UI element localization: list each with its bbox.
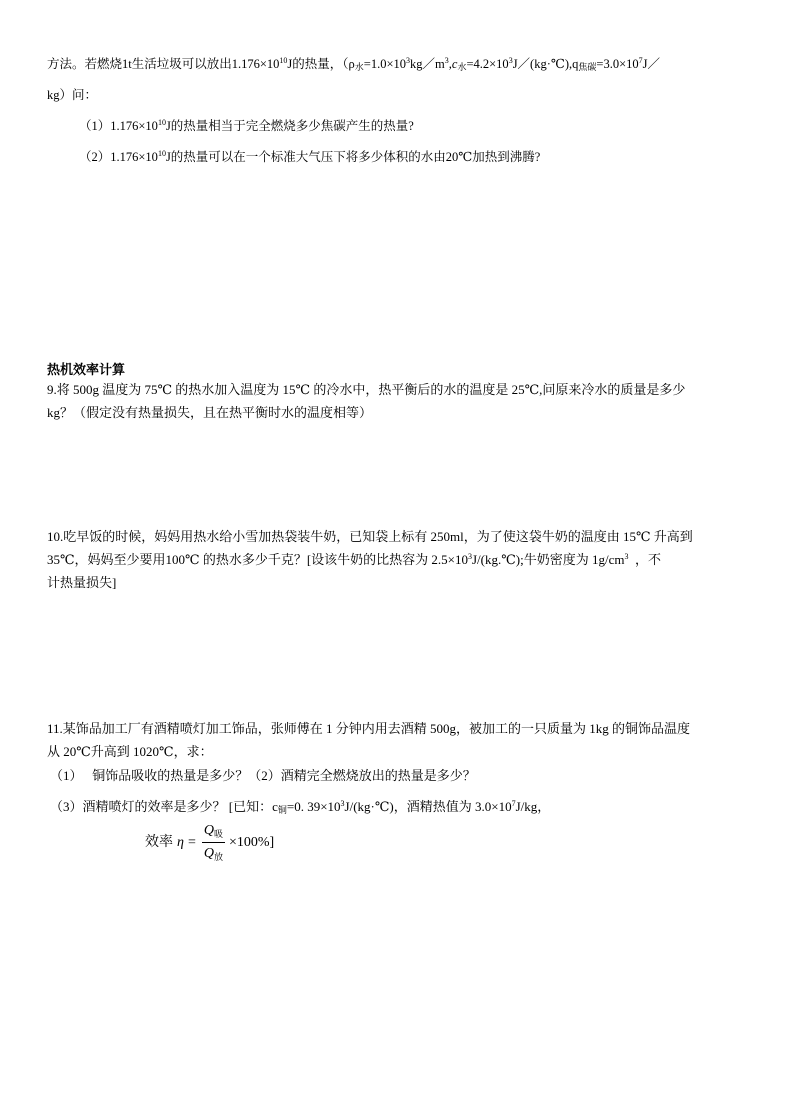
- exponent: 3: [624, 552, 629, 561]
- exponent: 10: [157, 149, 166, 158]
- exponent: 3: [468, 552, 472, 561]
- text-run: J/kg，: [515, 799, 551, 814]
- heading-text: 热机效率计算: [47, 362, 126, 377]
- intro-line-2: [47, 87, 767, 104]
- exponent: 3: [444, 56, 449, 65]
- exponent: 7: [511, 799, 516, 808]
- formula-label: 效率: [145, 834, 173, 850]
- subscript: 水: [354, 62, 364, 72]
- intro-question-1: [79, 118, 769, 135]
- text-run: J的热量，（ρ: [287, 57, 355, 71]
- text-run: 11.某饰品加工厂有酒精喷灯加工饰品，张师傅在 1 分钟内用去酒精 500g，被加工的一只质量为 1kg 的铜饰品温度: [47, 721, 691, 736]
- denominator-q: Q: [203, 846, 214, 861]
- formula-equals: =: [187, 834, 196, 850]
- exponent: 3: [340, 799, 345, 808]
- question-10-line-1: [47, 528, 767, 545]
- text-run: =1.0×10: [363, 57, 407, 71]
- intro-line-1: [47, 56, 767, 73]
- question-10-line-2: [47, 551, 767, 568]
- text-run: =3.0×10: [596, 57, 639, 71]
- text-run: J／: [642, 57, 661, 71]
- subscript: 焦碳: [578, 62, 597, 72]
- subscript: 水: [457, 62, 467, 72]
- formula-tail: ×100%]: [229, 834, 275, 850]
- question-9-line-2: [47, 404, 767, 421]
- text-run: kg？（假定没有热量损失，且在热平衡时水的温度相等）: [47, 405, 373, 420]
- text-run: 9.将 500g 温度为 75℃ 的热水加入温度为 15℃ 的冷水中，热平衡后的水的温度是 25℃,问原来冷水的质量是多少: [47, 382, 686, 397]
- intro-question-2: [79, 149, 769, 166]
- text-run: ,c: [448, 57, 458, 71]
- formula-eta: η: [177, 834, 184, 850]
- text-run: kg）问：: [47, 88, 98, 102]
- question-11-line-4: [50, 798, 770, 815]
- text-run: （3）酒精喷灯的效率是多少？ [已知：c: [50, 799, 278, 814]
- text-run: 10.吃早饭的时候，妈妈用热水给小雪加热袋装牛奶，已知袋上标有 250ml，为了使这袋牛奶的温度由 15℃ 升高到: [47, 529, 693, 544]
- exponent: 3: [406, 56, 411, 65]
- text-run: 35℃，妈妈至少要用100℃ 的热水多少千克？[设该牛奶的比热容为 2.5×10: [47, 552, 468, 567]
- text-run: =0. 39×10: [286, 799, 341, 814]
- text-run: 方法。若燃烧1t生活垃圾可以放出1.176×10: [47, 57, 280, 71]
- denominator-subscript: 放: [213, 852, 223, 862]
- subscript: 铜: [277, 805, 287, 815]
- exponent: 10: [157, 118, 166, 127]
- question-11-line-1: [47, 720, 767, 737]
- text-run: 计热量损失]: [47, 575, 117, 590]
- exponent: 3: [508, 56, 513, 65]
- text-run: J的热量相当于完全燃烧多少焦碳产生的热量?: [165, 119, 414, 133]
- text-run: 从 20℃升高到 1020℃，求：: [47, 744, 213, 759]
- section-heading: [47, 361, 767, 378]
- numerator-q: Q: [203, 823, 214, 838]
- exponent: 10: [279, 56, 288, 65]
- text-run: （1） 铜饰品吸收的热量是多少？（2）酒精完全燃烧放出的热量是多少？: [50, 768, 476, 783]
- formula-fraction: [202, 822, 225, 863]
- question-11-line-3: [50, 767, 770, 784]
- text-run: kg／m: [410, 57, 445, 71]
- question-10-line-3: [47, 574, 767, 591]
- numerator-subscript: 吸: [213, 829, 223, 839]
- fraction-numerator: [202, 822, 225, 843]
- exponent: 7: [638, 56, 643, 65]
- text-run: J的热量可以在一个标准大气压下将多少体积的水由20℃加热到沸腾?: [165, 150, 541, 164]
- question-11-line-2: [47, 743, 767, 760]
- text-run: J/(kg.℃);牛奶密度为 1g/cm: [472, 552, 625, 567]
- text-run: =4.2×10: [466, 57, 509, 71]
- text-run: J／(kg·℃),q: [512, 57, 579, 71]
- question-9-line-1: [47, 381, 767, 398]
- text-run: （1）1.176×10: [79, 119, 158, 133]
- text-run: ，不: [628, 552, 661, 567]
- text-run: J/(kg·℃)，酒精热值为 3.0×10: [344, 799, 512, 814]
- fraction-denominator: [202, 843, 225, 863]
- efficiency-formula: [145, 822, 274, 863]
- text-run: （2）1.176×10: [79, 150, 158, 164]
